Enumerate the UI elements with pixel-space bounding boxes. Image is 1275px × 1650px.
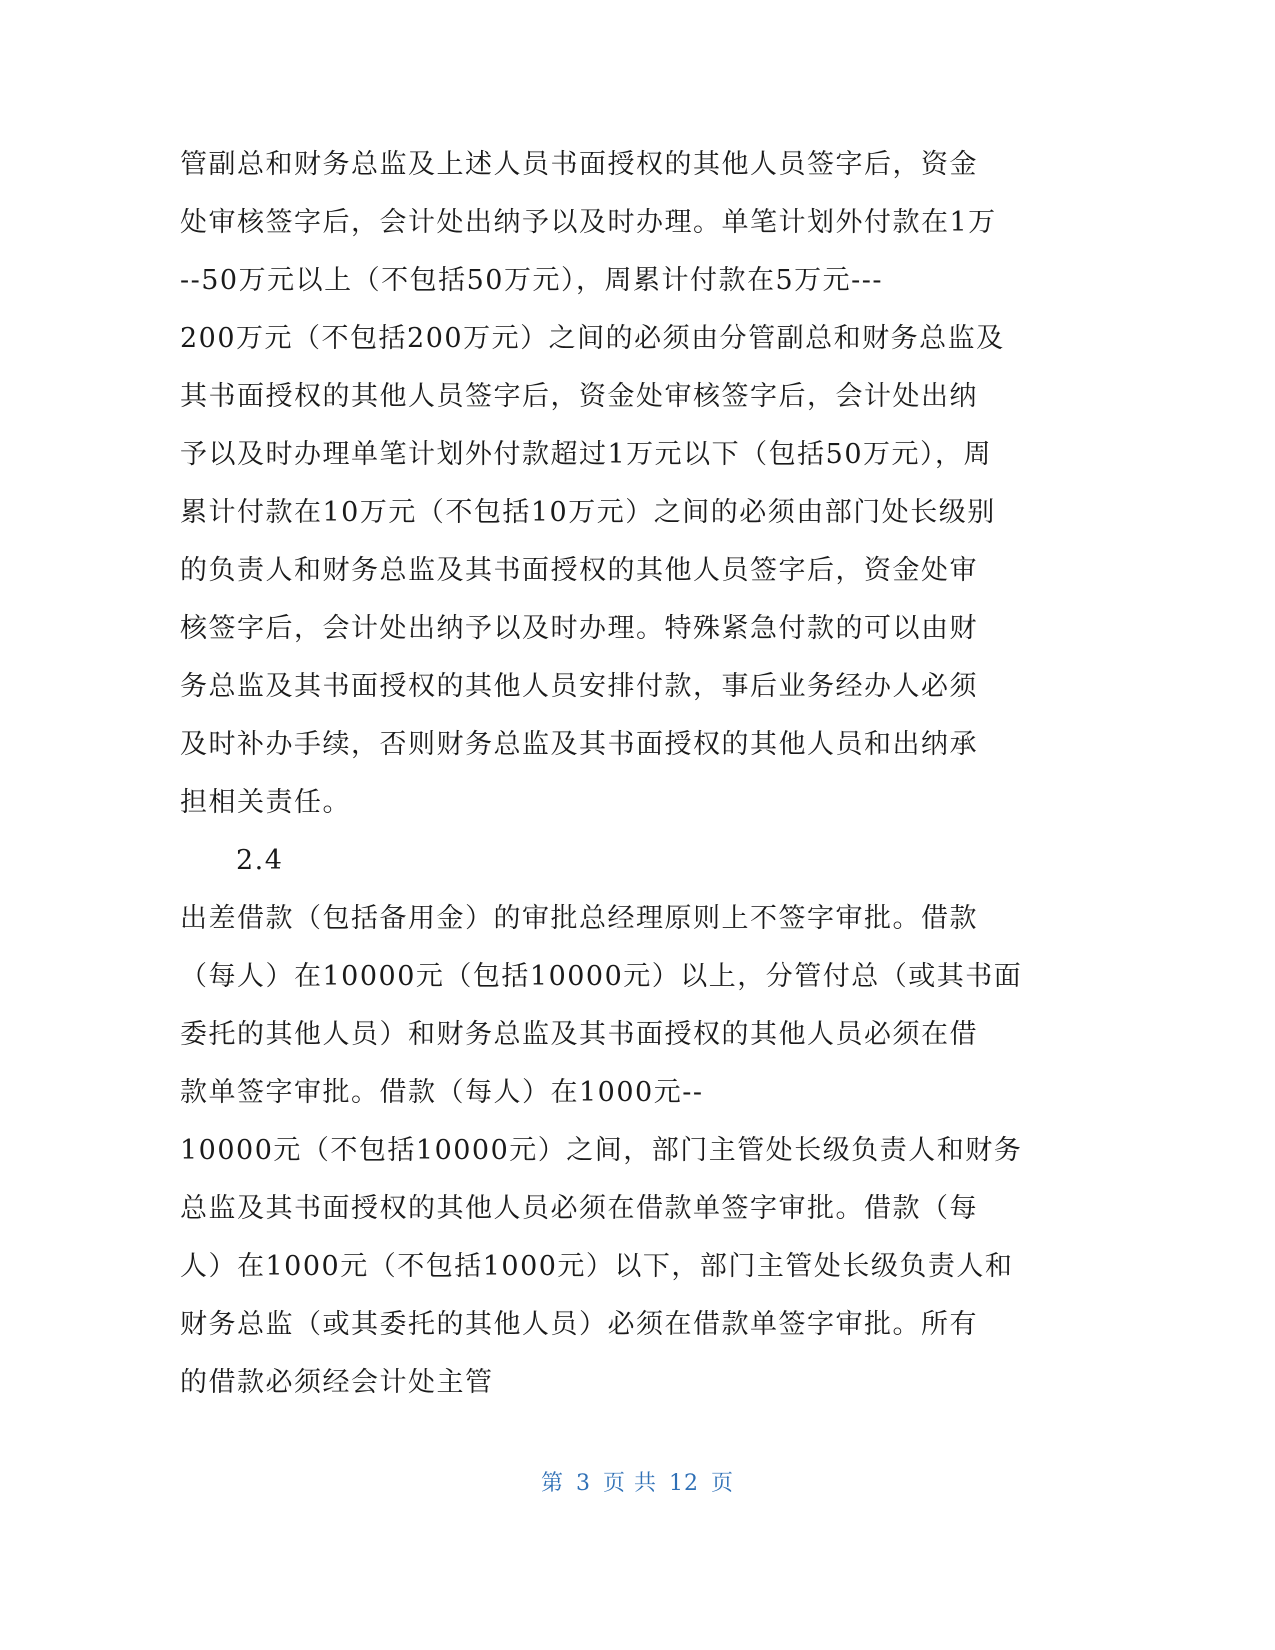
text-line: --50万元以上（不包括50万元），周累计付款在5万元--- [180,265,884,296]
text-line: 的负责人和财务总监及其书面授权的其他人员签字后，资金处审 [180,555,978,586]
footer-suffix: 页 [711,1471,735,1496]
footer-middle: 页 共 [603,1471,657,1496]
text-line: 10000元（不包括10000元）之间，部门主管处长级负责人和财务 [180,1135,1023,1166]
text-line: 其书面授权的其他人员签字后，资金处审核签字后，会计处出纳 [180,381,978,412]
text-line: 委托的其他人员）和财务总监及其书面授权的其他人员必须在借 [180,1019,978,1050]
total-pages-number: 12 [669,1471,699,1496]
text-line: 予以及时办理单笔计划外付款超过1万元以下（包括50万元），周 [180,439,993,470]
text-line: 人）在1000元（不包括1000元）以下，部门主管处长级负责人和 [180,1251,1014,1282]
text-line: 处审核签字后，会计处出纳予以及时办理。单笔计划外付款在1万 [180,207,997,238]
section-number: 2.4 [236,845,284,876]
text-line: （每人）在10000元（包括10000元）以上，分管付总（或其书面 [180,961,1023,992]
text-line: 管副总和财务总监及上述人员书面授权的其他人员签字后，资金 [180,149,978,180]
text-line: 出差借款（包括备用金）的审批总经理原则上不签字审批。借款 [180,903,978,934]
text-line: 务总监及其书面授权的其他人员安排付款，事后业务经办人必须 [180,671,978,702]
text-line: 担相关责任。 [180,787,351,818]
text-line: 累计付款在10万元（不包括10万元）之间的必须由部门处长级别 [180,497,996,528]
text-line: 的借款必须经会计处主管 [180,1367,494,1398]
current-page-number: 3 [576,1471,591,1496]
text-line: 财务总监（或其委托的其他人员）必须在借款单签字审批。所有 [180,1309,978,1340]
text-line: 核签字后，会计处出纳予以及时办理。特殊紧急付款的可以由财 [180,613,978,644]
page-footer [0,1466,1275,1497]
text-line: 款单签字审批。借款（每人）在1000元-- [180,1077,704,1108]
body-text [180,136,1040,1412]
text-line: 总监及其书面授权的其他人员必须在借款单签字审批。借款（每 [180,1193,978,1224]
footer-prefix: 第 [540,1471,564,1496]
text-line: 及时补办手续，否则财务总监及其书面授权的其他人员和出纳承 [180,729,978,760]
text-line: 200万元（不包括200万元）之间的必须由分管副总和财务总监及 [180,323,1005,354]
